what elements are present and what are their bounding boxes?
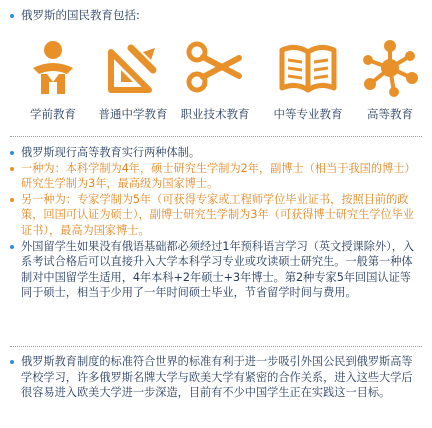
open-book-icon	[278, 38, 338, 98]
level-specialized	[268, 38, 348, 121]
bullet-icon	[10, 151, 14, 155]
intro-line	[10, 8, 140, 24]
level-secondary	[93, 38, 173, 121]
intro-text: 俄罗斯的国民教育包括:	[21, 8, 140, 22]
paragraph	[10, 145, 422, 161]
level-vocational	[175, 38, 255, 121]
bullet-icon	[10, 167, 14, 171]
paragraph	[10, 354, 422, 401]
bullet-icon	[10, 14, 14, 18]
scissors-icon	[185, 38, 245, 98]
divider	[10, 136, 422, 137]
divider	[10, 346, 422, 347]
system-two-text: 另一种为：专家学制为5年（可获得专家或工程师学位毕业证书，按照目前的政策，回国可认证为硕士），副博士研究生学制为3年（可获得博士研究生学位毕业证书），最高为国家博士。	[21, 192, 415, 237]
paragraph	[10, 239, 422, 301]
system-one-text: 一种为：本科学制为4年，硕士研究生学制为2年，副博士（相当于我国的博士）研究生学制为3年，最高级为国家博士。	[21, 161, 416, 191]
paragraph	[10, 161, 422, 192]
level-higher	[350, 38, 430, 121]
section-intro: 俄罗斯现行高等教育实行两种体制。	[21, 146, 201, 159]
level-label: 普通中学教育	[98, 107, 168, 121]
level-label: 高等教育	[367, 107, 413, 121]
section-standards	[10, 354, 422, 401]
foreign-students-text: 外国留学生如果没有俄语基础都必须经过1年预科语言学习（英文授课除外），入系考试合格后可以直接升入大学本科学习专业或攻读硕士研究生。一般第一种体制对中国留学生适用，4年本科+2年硕士+3年博士。第2种专家5年回国认证等同于硕士，相当于少用了一年时间硕士毕业，节省留学时间与费用。	[21, 239, 415, 300]
section-higher-education	[10, 145, 422, 301]
network-icon	[360, 38, 420, 98]
bullet-icon	[10, 245, 14, 249]
level-label: 学前教育	[30, 107, 76, 121]
ruler-set-icon	[103, 38, 163, 98]
bullet-icon	[10, 198, 14, 202]
level-label: 中等专业教育	[273, 107, 343, 121]
paragraph	[10, 192, 422, 239]
level-preschool	[13, 38, 93, 121]
education-levels	[0, 38, 432, 121]
preschool-icon	[23, 38, 83, 98]
standards-text: 俄罗斯教育制度的标准符合世界的标准有利于进一步吸引外国公民到俄罗斯高等学校学习，许多俄罗斯名牌大学与欧美大学有紧密的合作关系，进入这些大学后很容易进入欧美大学进一步深造，目前有不少中国学生正在实践这一目标。	[21, 355, 413, 400]
bullet-icon	[10, 360, 14, 364]
level-label: 职业技术教育	[180, 107, 250, 121]
